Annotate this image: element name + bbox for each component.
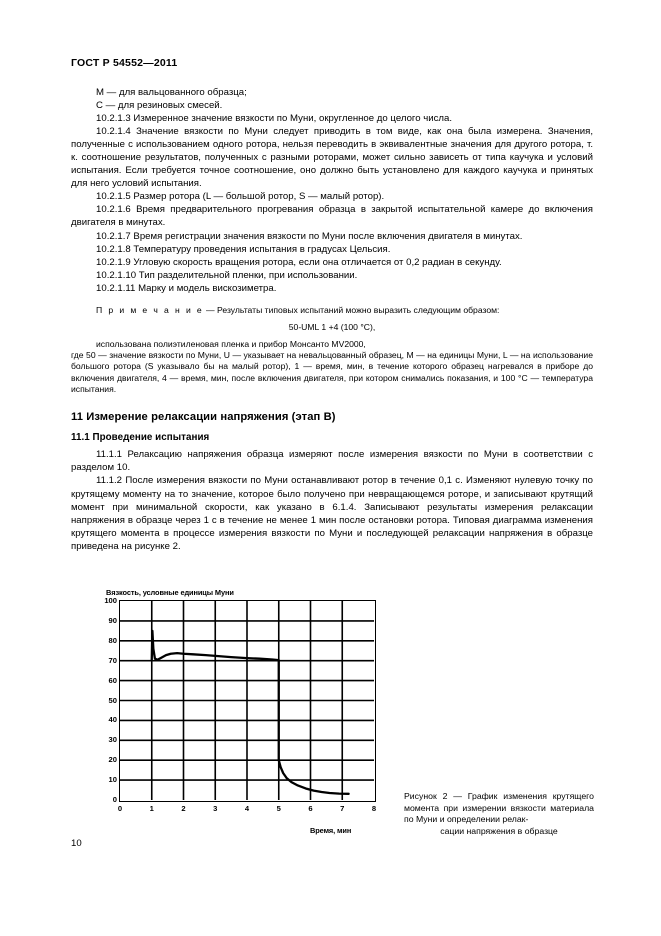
note-intro-text: — Результаты типовых испытаний можно выразить следующим образом: — [206, 304, 500, 315]
para-10-2-1-3: 10.2.1.3 Измеренное значение вязкости по Муни, округленное до целого числа. — [96, 113, 453, 125]
chart-x-tick-label: 0 — [117, 804, 123, 813]
body-line-c: С — для резиновых смесей. — [96, 100, 223, 112]
figure-2-caption — [404, 791, 594, 837]
chart-y-tick-label: 90 — [108, 616, 117, 626]
figure-2-block — [0, 588, 661, 858]
chart-x-tick-label: 3 — [213, 804, 218, 813]
chart-x-tick-label: 4 — [244, 804, 250, 813]
para-10-2-1-4: 10.2.1.4 Значение вязкости по Муни следует приводить в том виде, как она была измерена. Значения, полученные с использованием одного ротора, нельзя переводить в эквивалентные значения для другого ротора, т. к. соотношение результатов, полученных с разными роторами, может сильно зависеть от типа каучука и условий испытания. Если требуется точное соотношение, оно должно быть установлено для каждого каучука и принятых для него условий испытания. — [71, 126, 593, 190]
para-10-2-1-10: 10.2.1.10 Тип разделительной пленки, при использовании. — [96, 269, 358, 281]
chart-y-tick-label: 40 — [108, 715, 117, 725]
chart-x-tick-label: 5 — [276, 804, 281, 813]
chart-y-axis-title: Вязкость, условные единицы Муни — [106, 588, 234, 597]
para-10-2-1-11: 10.2.1.11 Марку и модель вискозиметра. — [96, 282, 277, 294]
chart-y-tick-label: 50 — [108, 695, 117, 705]
section-11-heading: 11 Измерение релаксации напряжения (этап В) — [71, 411, 336, 424]
page-header-standard-number: ГОСТ Р 54552—2011 — [71, 57, 178, 69]
note-label: П р и м е ч а н и е — [96, 304, 204, 315]
para-10-2-1-6: 10.2.1.6 Время предварительного прогревания образца в закрытой испытательной камере до включения двигателя в минутах. — [71, 204, 593, 229]
para-11-1-2: 11.1.2 После измерения вязкости по Муни останавливают ротор в течение 0,1 с. Изменяют нулевую точку по крутящему моменту на то значение, которое было получено при невращающемся роторе, и записывают крутящий момент при минимальной скорости, как указано в 6.1.4. Записывают результаты измерения релаксации напряжения в образце через 1 с в течение не менее 1 мин после остановки ротора. Типовая диаграмма изменения крутящего момента в процессе измерения вязкости по Муни и последующей релаксации напряжения в образце приведена на рисунке 2. — [71, 475, 593, 552]
chart-y-tick-label: 10 — [108, 775, 117, 785]
chart-y-tick-label: 60 — [108, 675, 117, 685]
chart-y-tick-label: 70 — [108, 655, 117, 665]
page-number: 10 — [71, 838, 82, 849]
chart-x-axis-title: Время, мин — [310, 826, 352, 835]
chart-x-tick-label: 8 — [371, 804, 377, 813]
note-formula: 50-UML 1 +4 (100 °C), — [288, 321, 376, 332]
note-line-3: где 50 — значение вязкости по Муни, U — указывает на невальцованный образец, M — на единицы Муни, L — на использование большого ротора (S указывало бы на малый ротор), 1 — время, мин, в течение которого образец нагревался в приборе до включения двигателя, 4 — время, мин, после включения двигателя, при котором снимались показания, и 100 °C — температура испытания. — [71, 349, 593, 394]
para-10-2-1-7: 10.2.1.7 Время регистрации значения вязкости по Муни после включения двигателя в минутах. — [96, 230, 523, 242]
chart-container — [94, 588, 384, 850]
chart-y-tick-label: 80 — [108, 636, 117, 645]
chart-x-tick-label: 1 — [149, 804, 154, 813]
section-11-1-subheading: 11.1 Проведение испытания — [71, 432, 210, 444]
body-line-m: M — для вальцованного образца; — [96, 87, 247, 98]
chart-svg — [120, 601, 374, 800]
chart-y-tick-label: 0 — [112, 795, 117, 805]
document-body — [71, 86, 593, 553]
para-10-2-1-5: 10.2.1.5 Размер ротора (L — большой ротор, S — малый ротор). — [96, 191, 385, 203]
note-line-2: использована полиэтиленовая пленка и прибор Монсанто MV2000, — [96, 338, 366, 349]
para-11-1-1: 11.1.1 Релаксацию напряжения образца измеряют после измерения вязкости по Муни в соответствии с разделом 10. — [71, 449, 593, 474]
para-10-2-1-9: 10.2.1.9 Угловую скорость вращения ротора, если она отличается от 0,2 радиан в секунду. — [96, 256, 502, 268]
chart-x-tick-label: 2 — [181, 804, 186, 813]
chart-x-tick-label: 6 — [308, 804, 313, 813]
chart-y-tick-label: 30 — [108, 735, 117, 745]
chart-series-line — [152, 631, 349, 794]
note-intro-paragraph — [71, 304, 593, 316]
chart-plot-area — [104, 596, 377, 813]
para-10-2-1-8: 10.2.1.8 Температуру проведения испытания в градусах Цельсия. — [96, 243, 391, 255]
chart-x-tick-label: 7 — [340, 804, 345, 813]
figure-caption-main: Рисунок 2 — График изменения крутящего момента при измерении вязкости материала по Муни и определении релак- — [404, 791, 594, 825]
figure-caption-last-line: сации напряжения в образце — [440, 825, 558, 836]
chart-y-tick-label: 20 — [108, 755, 117, 765]
chart-y-tick-label: 100 — [104, 596, 117, 606]
